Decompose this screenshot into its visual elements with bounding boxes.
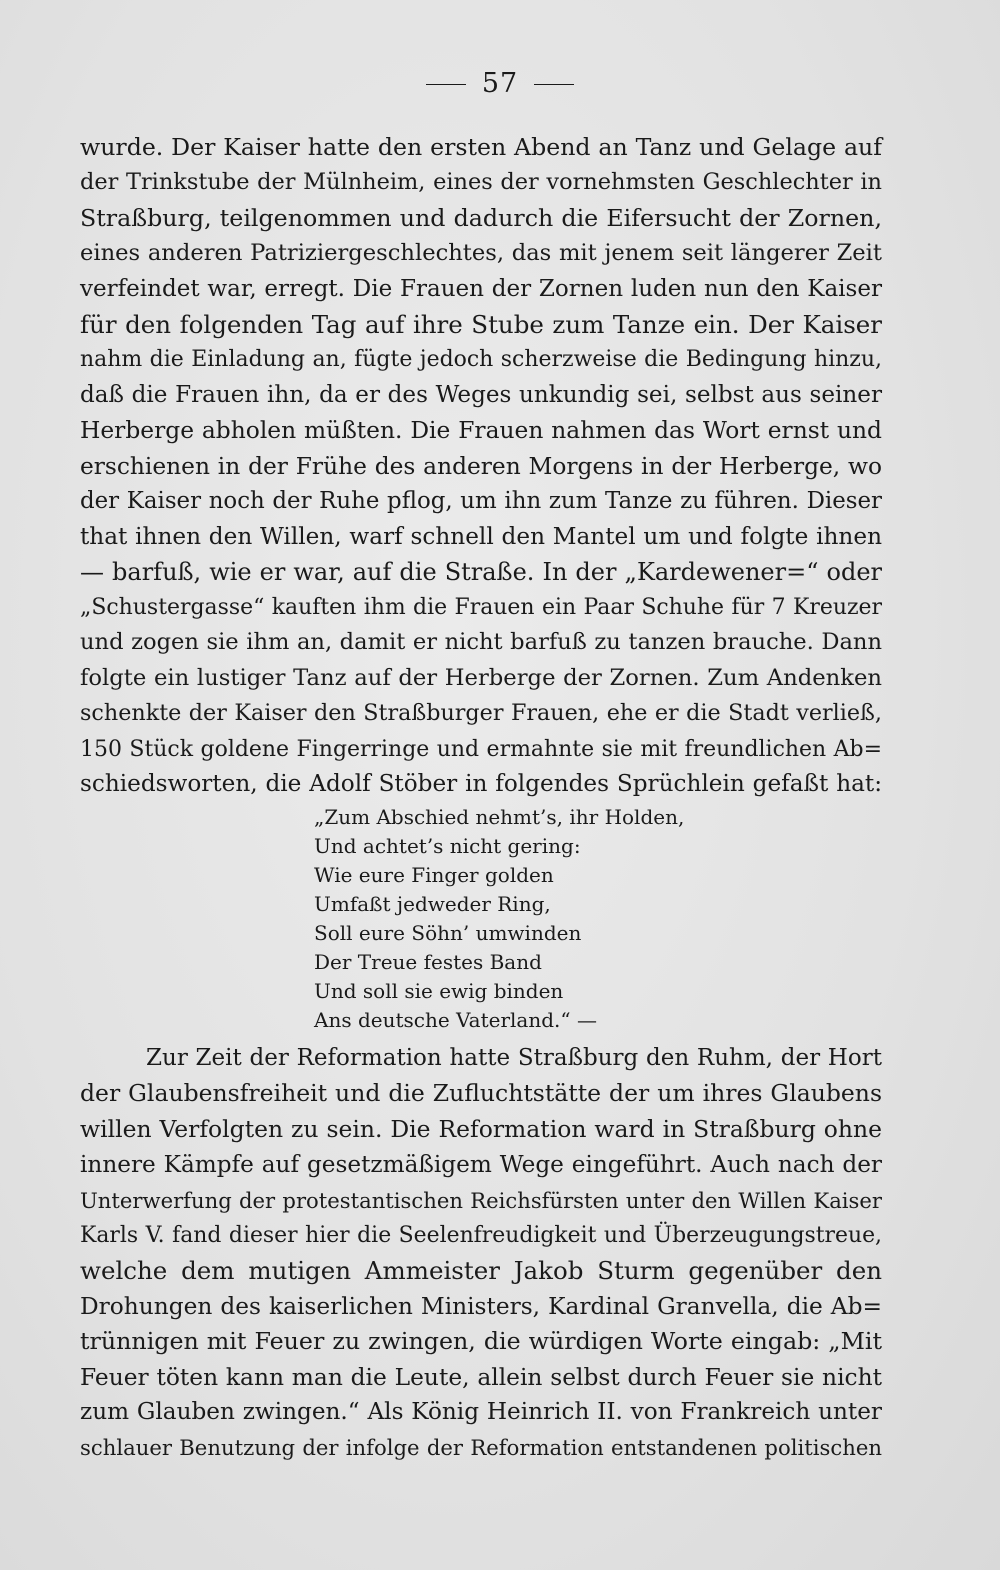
verse-line: Der Treue festes Band (314, 950, 542, 974)
verse-line: Soll eure Söhn’ umwinden (314, 921, 582, 945)
paragraph-2 (80, 1041, 882, 1466)
verse-line: Umfaßt jedweder Ring, (314, 892, 551, 916)
text-line: der Kaiser noch der Ruhe pflog, um ihn zum Tanze zu führen. Dieser (80, 487, 882, 514)
text-line: Unterwerfung der protestantischen Reichsfürsten unter den Willen Kaiser (80, 1187, 882, 1213)
page-number-right-dash (534, 84, 574, 85)
text-line: Straßburg, teilgenommen und dadurch die Eifersucht der Zornen, (80, 203, 882, 232)
text-line: der Trinkstube der Mülnheim, eines der vornehmsten Geschlechter in (80, 169, 882, 196)
text-line: erschienen in der Frühe des anderen Morgens in der Herberge, wo (80, 452, 882, 480)
text-line: daß die Frauen ihn, da er des Weges unkundig sei, selbst aus seiner (80, 381, 882, 408)
text-line: verfeindet war, erregt. Die Frauen der Zornen luden nun den Kaiser (80, 275, 882, 302)
text-line: eines anderen Patriziergeschlechtes, das mit jenem seit längerer Zeit (80, 240, 882, 267)
text-line: Feuer töten kann man die Leute, allein selbst durch Feuer sie nicht (80, 1362, 882, 1391)
verse-line: Ans deutsche Vaterland.“ — (314, 1008, 597, 1032)
text-line: der Glaubensfreiheit und die Zufluchtstätte der um ihres Glaubens (80, 1079, 882, 1108)
text-line: 150 Stück goldene Fingerringe und ermahnte sie mit freundlichen Ab= (80, 736, 882, 762)
page-number-header (0, 68, 1000, 99)
text-line: „Schustergasse“ kauften ihm die Frauen ein Paar Schuhe für 7 Kreuzer (80, 595, 882, 621)
text-line: folgte ein lustiger Tanz auf der Herberge der Zornen. Zum Andenken (80, 664, 882, 691)
page-number-left-dash (426, 84, 466, 85)
text-line: innere Kämpfe auf gesetzmäßigem Wege eingeführt. Auch nach der (80, 1151, 882, 1179)
text-line: nahm die Einladung an, fügte jedoch scherzweise die Bedingung hinzu, (80, 347, 882, 373)
page-number: 57 (481, 68, 519, 99)
text-line: schlauer Benutzung der infolge der Reformation entstandenen politischen (80, 1435, 882, 1461)
text-line: Drohungen des kaiserlichen Ministers, Kardinal Granvella, die Ab= (80, 1292, 882, 1320)
text-line: wurde. Der Kaiser hatte den ersten Abend an Tanz und Gelage auf (80, 133, 882, 161)
text-line: Zur Zeit der Reformation hatte Straßburg den Ruhm, der Hort (146, 1045, 882, 1071)
verse-line: Und achtet’s nicht gering: (314, 834, 581, 858)
paragraph-1 (80, 130, 882, 802)
text-line: für den folgenden Tag auf ihre Stube zum Tanze ein. Der Kaiser (80, 309, 882, 339)
verse-line: Und soll sie ewig binden (314, 979, 564, 1003)
text-line: trünnigen mit Feuer zu zwingen, die würdigen Worte eingab: „Mit (80, 1327, 882, 1356)
verse-line: Wie eure Finger golden (314, 863, 554, 887)
text-line: Herberge abholen müßten. Die Frauen nahmen das Wort ernst und (80, 416, 882, 445)
text-line: willen Verfolgten zu sein. Die Reformation ward in Straßburg ohne (80, 1114, 882, 1143)
text-line: welche dem mutigen Ammeister Jakob Sturm gegenüber den (80, 1256, 882, 1286)
verse-block (314, 803, 685, 1035)
text-line: Karls V. fand dieser hier die Seelenfreudigkeit und Überzeugungstreue, (80, 1222, 882, 1248)
text-line: schenkte der Kaiser den Straßburger Frauen, ehe er die Stadt verließ, (80, 700, 882, 727)
text-line: schiedsworten, die Adolf Stöber in folgendes Sprüchlein gefaßt hat: (80, 771, 882, 798)
verse-line: „Zum Abschied nehmt’s, ihr Holden, (314, 805, 685, 829)
text-line: zum Glauben zwingen.“ Als König Heinrich II. von Frankreich unter (80, 1398, 882, 1425)
text-line: und zogen sie ihm an, damit er nicht barfuß zu tanzen brauche. Dann (80, 629, 882, 656)
text-line: that ihnen den Willen, warf schnell den Mantel um und folgte ihnen (80, 523, 882, 551)
text-line: — barfuß, wie er war, auf die Straße. In der „Kardewener=“ oder (80, 557, 882, 586)
